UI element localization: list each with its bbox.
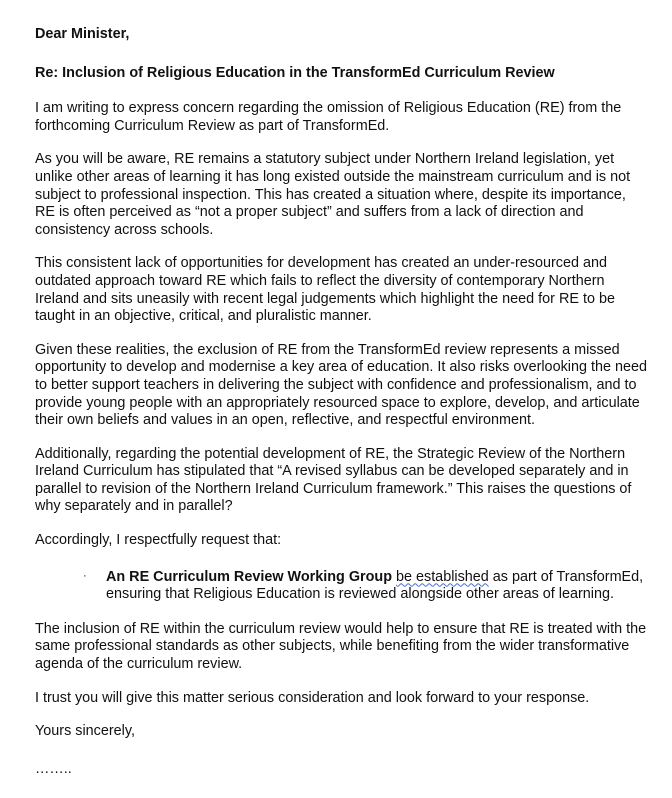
- paragraph-strategic-review: Additionally, regarding the potential development of RE, the Strategic Review of the Northern Ireland Curriculum has stipulated that “A revised syllabus can be developed separately and in parallel to revision of the Northern Ireland Curriculum framework.” This raises the questions of why separately and in parallel?: [35, 445, 632, 515]
- signature-placeholder: ……..: [35, 760, 72, 777]
- request-list-item: [35, 566, 648, 604]
- paragraph-missed-opportunity: Given these realities, the exclusion of RE from the TransformEd review represents a missed opportunity to develop and modernise a key area of education. It also risks overlooking the need to better support teachers in delivering the subject with confidence and professionalism, and to provide young people with an appropriately resourced space to explore, develop, and articulate their own beliefs and values in an open, reflective, and respectful environment.: [35, 341, 647, 429]
- request-item-text: as part of TransformEd, ensuring that Religious Education is reviewed alongside other areas of learning.: [106, 568, 644, 603]
- spellcheck-underlined-text: be established: [395, 568, 489, 585]
- paragraph-inclusion-benefit: The inclusion of RE within the curriculum review would help to ensure that RE is treated with the same professional standards as other subjects, while benefiting from the wider transformative agenda of the curriculum review.: [35, 620, 647, 673]
- salutation: Dear Minister,: [35, 26, 130, 42]
- paragraph-statutory-status: As you will be aware, RE remains a statutory subject under Northern Ireland legislation, yet unlike other areas of learning it has long existed outside the mainstream curriculum and is not subject to professional inspection. This has created a situation where, despite its importance, RE is often perceived as “not a proper subject” and suffers from a lack of direction and consistency across schools.: [35, 151, 631, 238]
- subject-line: Re: Inclusion of Religious Education in the TransformEd Curriculum Review: [35, 64, 555, 81]
- request-item-bold: An RE Curriculum Review Working Group: [106, 568, 392, 585]
- paragraph-lack-of-development: This consistent lack of opportunities for development has created an under-resourced and outdated approach toward RE which fails to reflect the diversity of contemporary Northern Ireland and sits uneasily with recent legal judgements which highlight the need for RE to be taught in an objective, critical, and pluralistic manner.: [35, 255, 615, 325]
- closing: Yours sincerely,: [35, 723, 135, 740]
- paragraph-intro: I am writing to express concern regarding the omission of Religious Education (RE) from the forthcoming Curriculum Review as part of TransformEd.: [35, 100, 622, 134]
- paragraph-trust: I trust you will give this matter serious consideration and look forward to your response.: [35, 689, 590, 706]
- bullet-icon: ·: [83, 569, 87, 582]
- paragraph-request-intro: Accordingly, I respectfully request that:: [35, 532, 282, 549]
